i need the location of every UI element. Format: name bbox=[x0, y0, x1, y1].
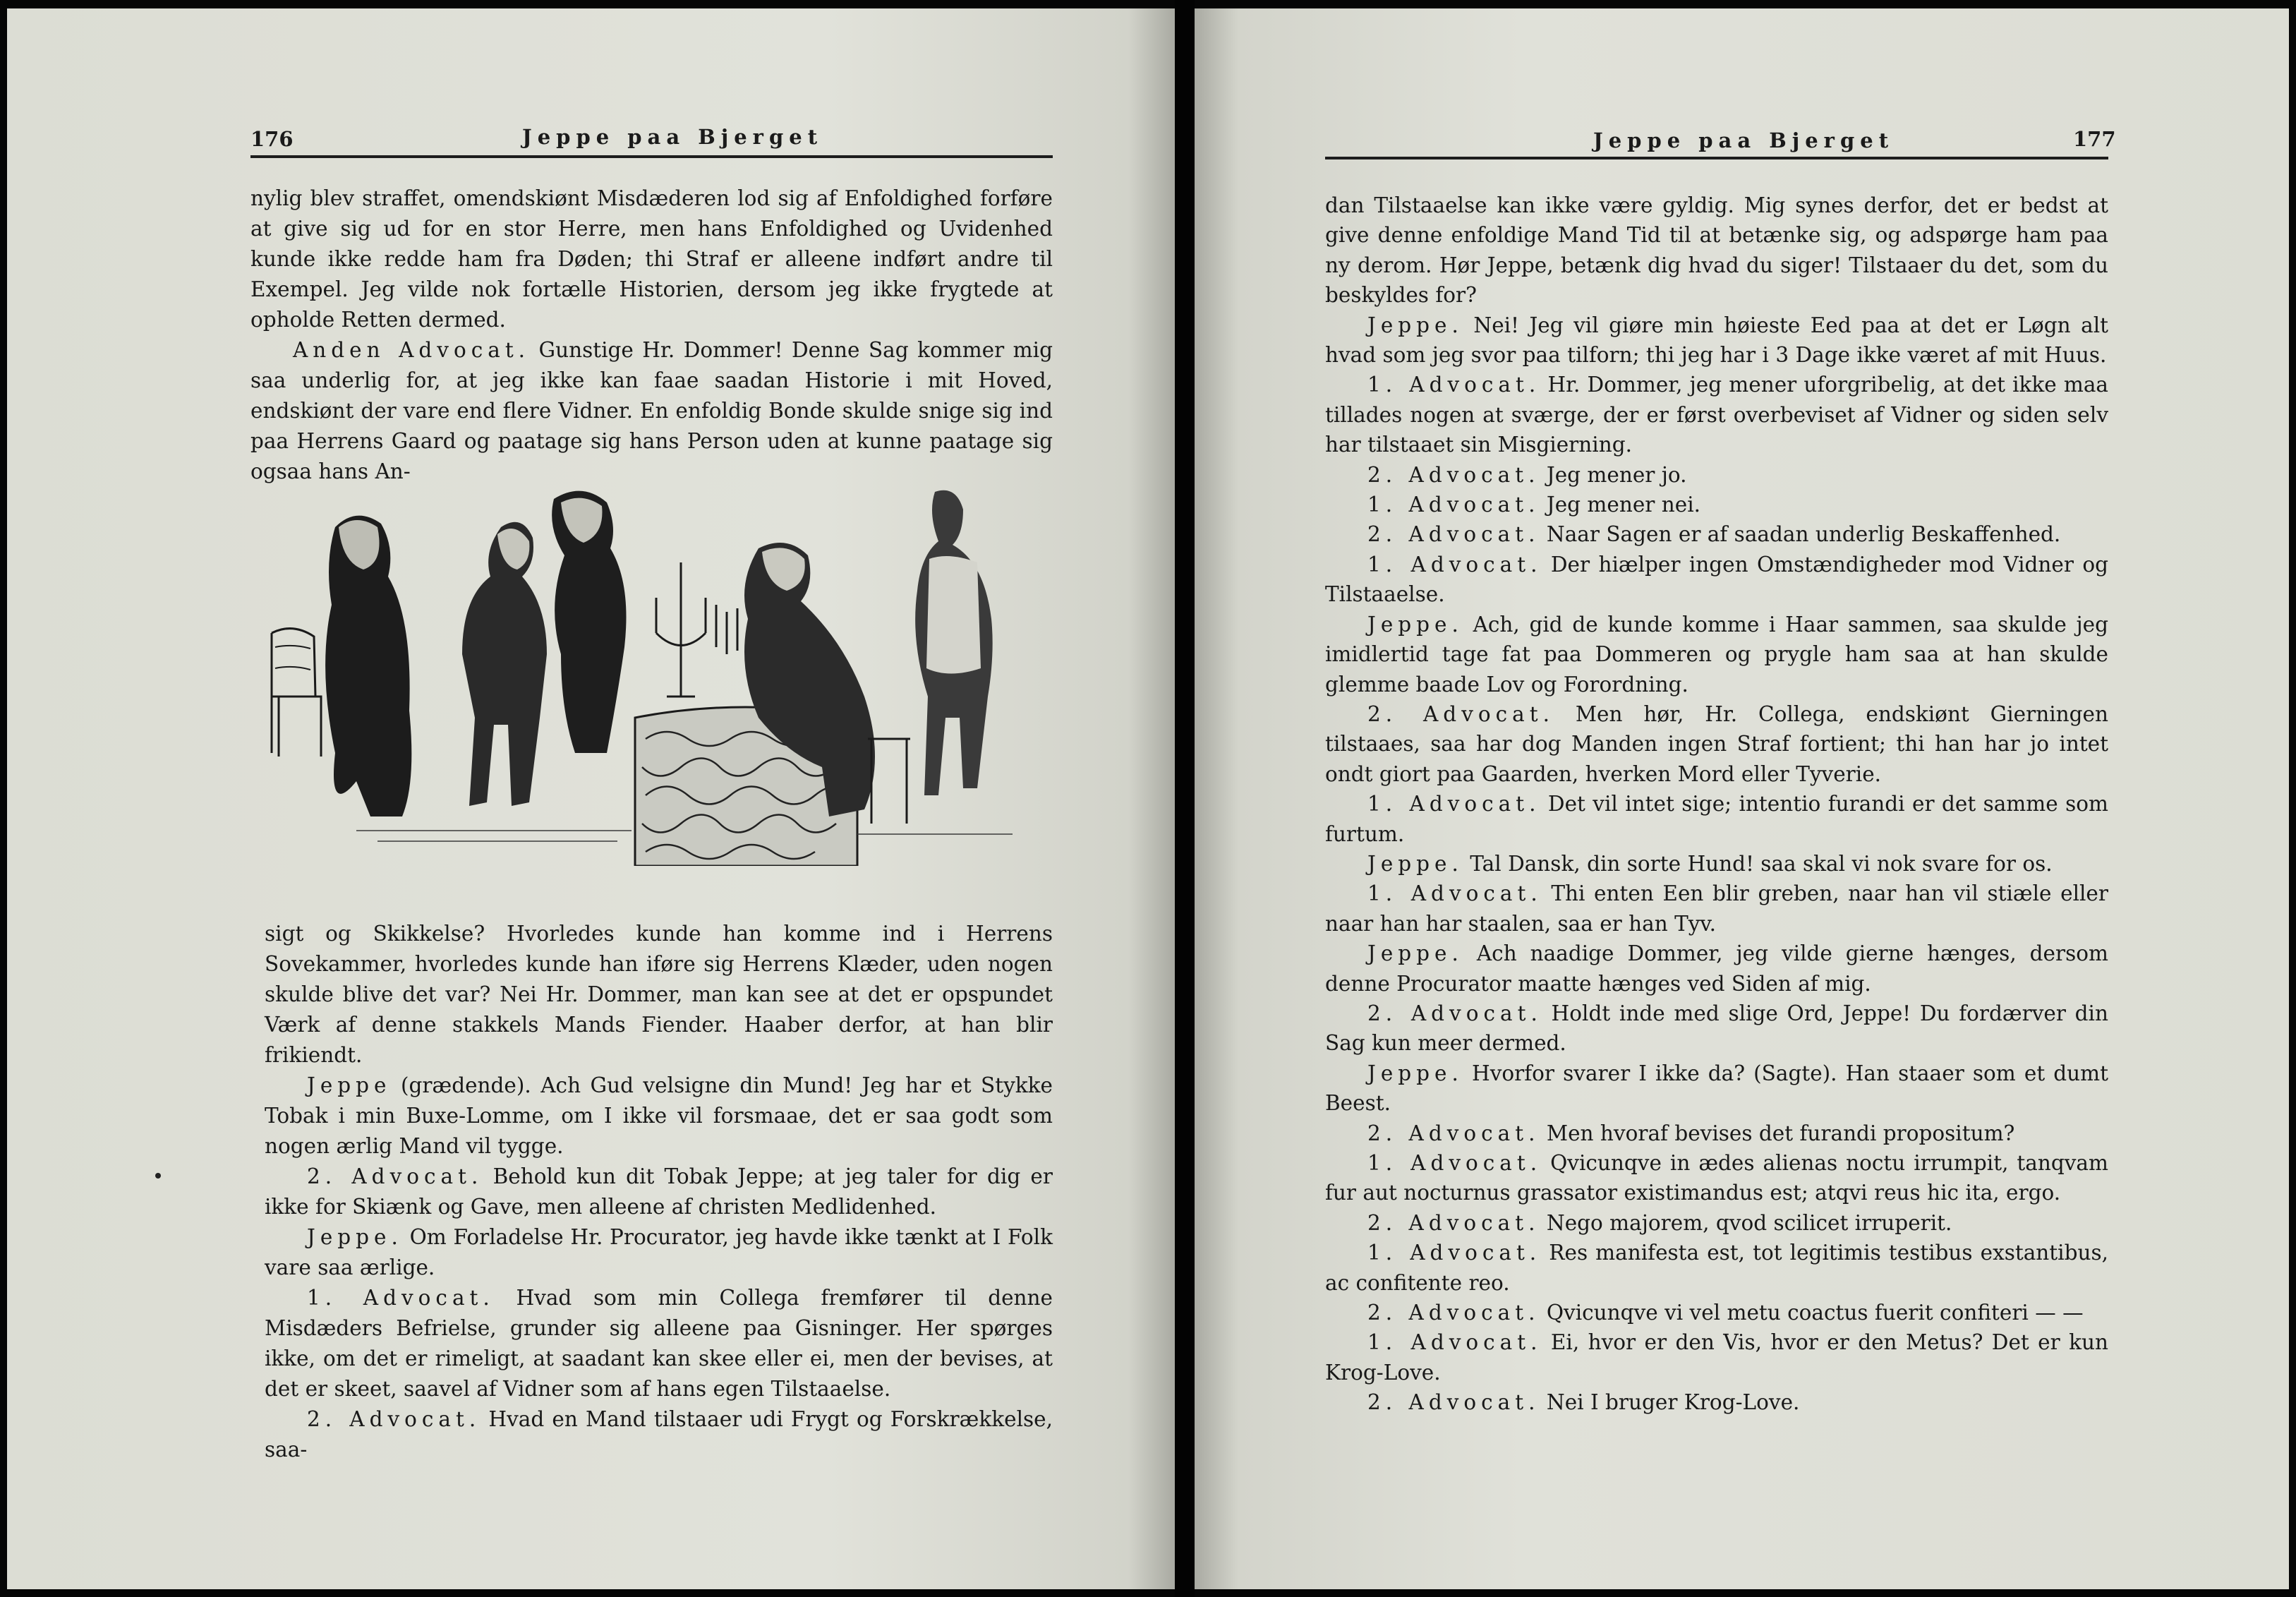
speech-text: Behold kun dit Tobak Jeppe; at jeg taler for dig er ikke for Skiænk og Gave, men alleene af christen Medlidenhed. bbox=[265, 1164, 1053, 1219]
speaker-label: 2. Advocat. bbox=[1367, 462, 1540, 487]
speaker-label: 1. Advocat. bbox=[1367, 373, 1541, 397]
speech-text: Hvad en Mand tilstaaer udi Frygt og Forskrækkelse, saa- bbox=[265, 1407, 1053, 1462]
stage-direction: (grædende). bbox=[400, 1073, 531, 1097]
speech bbox=[1325, 1298, 2108, 1327]
speech bbox=[1325, 1119, 2108, 1148]
speaker-label: 1. Advocat. bbox=[1367, 493, 1540, 517]
text-block bbox=[1325, 191, 2108, 1418]
speech-text: Nei I bruger Krog-Love. bbox=[1546, 1390, 1800, 1415]
speaker-label: 2. Advocat. bbox=[1367, 522, 1540, 547]
speech bbox=[1325, 1327, 2108, 1387]
speech-text: Ach naadige Dommer, jeg vilde gierne hænges, dersom denne Procurator maatte hænges ved Siden af mig. bbox=[1325, 941, 2108, 996]
page-number: 177 bbox=[2073, 127, 2116, 151]
speech bbox=[1325, 460, 2108, 490]
speech-text: Ei, hvor er den Vis, hvor er den Metus? Det er kun Krog-Love. bbox=[1325, 1330, 2108, 1385]
running-title: Jeppe paa Bjerget bbox=[1593, 128, 1895, 152]
speech-text: Nego majorem, qvod scilicet irruperit. bbox=[1546, 1210, 1952, 1235]
speech bbox=[1325, 490, 2108, 519]
speaker-label: Jeppe. bbox=[1367, 941, 1463, 966]
speaker-label: 1. Advocat. bbox=[1367, 1241, 1542, 1265]
speech bbox=[1325, 519, 2108, 549]
speech bbox=[265, 1404, 1053, 1465]
speech-text: Qvicunqve vi vel metu coactus fuerit confiteri — — bbox=[1546, 1301, 2084, 1325]
speech bbox=[1325, 849, 2108, 879]
speaker-label: Jeppe bbox=[307, 1073, 392, 1097]
speaker-label: 2. Advocat. bbox=[1367, 1390, 1540, 1415]
speech-text: Det vil intet sige; intentio furandi er det samme som furtum. bbox=[1325, 792, 2108, 846]
speech bbox=[265, 1283, 1053, 1404]
speech-text: Der hiælper ingen Omstændigheder mod Vidner og Tilstaaelse. bbox=[1325, 552, 2109, 607]
running-title: Jeppe paa Bjerget bbox=[522, 125, 823, 149]
speech bbox=[1325, 699, 2108, 789]
speech-text: Hr. Dommer, jeg mener uforgribelig, at det ikke maa tillades nogen at sværge, der er først overbeviset af Vidner og siden selv har tilstaaet sin Misgierning. bbox=[1325, 373, 2108, 457]
speaker-label: 2. Advocat. bbox=[1367, 1121, 1540, 1145]
speech bbox=[250, 335, 1053, 487]
speech-text: Res manifesta est, tot legitimis testibus exstantibus, ac confitente reo. bbox=[1325, 1241, 2108, 1295]
speech bbox=[1325, 550, 2108, 610]
header-rule bbox=[250, 155, 1053, 158]
speech bbox=[1325, 999, 2108, 1059]
speaker-label: Jeppe. bbox=[307, 1225, 403, 1249]
speech bbox=[1325, 879, 2108, 939]
speech-text: Men hør, Hr. Collega, endskiønt Gierningen tilstaaes, saa har dog Manden ingen Straf fortient; thi han har jo intet ondt giort paa Gaarden, hverken Mord eller Tyverie. bbox=[1325, 701, 2108, 786]
speaker-label: 2. Advocat. bbox=[1367, 1301, 1540, 1325]
courtroom-illustration bbox=[250, 485, 1055, 866]
page-number: 176 bbox=[250, 127, 294, 151]
speech-text: Holdt inde med slige Ord, Jeppe! Du fordærver din Sag kun meer dermed. bbox=[1325, 1001, 2108, 1056]
speaker-label: 2. Advocat. bbox=[1367, 1210, 1540, 1235]
speech-text: Men hvoraf bevises det furandi propositum? bbox=[1546, 1121, 2015, 1145]
speaker-label: 1. Advocat. bbox=[1367, 552, 1542, 577]
speech-text: Jeg mener jo. bbox=[1546, 462, 1687, 487]
left-page bbox=[7, 8, 1175, 1589]
speech-text: Jeg mener nei. bbox=[1546, 493, 1701, 517]
speech bbox=[1325, 789, 2108, 849]
speaker-label: Jeppe. bbox=[1367, 313, 1463, 337]
speech-text: Hvad som min Collega fremfører til denne Misdæders Befrielse, grunder sig alleene paa Gisninger. Her spørges ikke, om det er rimeligt, at saadant kan skee eller ei, men der bevises, at det er skeet, saavel af Vidner som af hans egen Tilstaaelse. bbox=[265, 1286, 1053, 1401]
text-block-bottom bbox=[265, 919, 1053, 1465]
speech bbox=[1325, 1208, 2108, 1238]
speaker-label: 1. Advocat. bbox=[307, 1286, 495, 1310]
speech-text: Qvicunqve in ædes alienas noctu irrumpit, tanqvam fur aut nocturnus grassator existimandus est; atqvi reus hic ita, ergo. bbox=[1325, 1151, 2108, 1205]
speaker-label: 2. Advocat. bbox=[307, 1407, 481, 1431]
speech-text: Ach, gid de kunde komme i Haar sammen, saa skulde jeg imidlertid tage fat paa Dommeren og prygle ham saa at han skulde glemme baade Lov og Forordning. bbox=[1325, 612, 2108, 697]
figure-jeppe bbox=[462, 522, 547, 806]
speaker-label: Jeppe. bbox=[1367, 612, 1463, 637]
paragraph: sigt og Skikkelse? Hvorledes kunde han komme ind i Herrens Sovekammer, hvorledes kunde han iføre sig Herrens Klæder, uden nogen skulde blive det var? Nei Hr. Dommer, man kan see at det er opspundet Værk af denne stakkels Mands Fiender. Haaber derfor, at han blir frikiendt. bbox=[265, 922, 1053, 1067]
speech-text: Thi enten Een blir greben, naar han vil stiæle eller naar han har staalen, saa er han Tyv. bbox=[1325, 881, 2108, 936]
text-block-top bbox=[250, 183, 1053, 487]
speaker-label: 2. Advocat. bbox=[1367, 1001, 1542, 1025]
speech-text: Hvorfor svarer I ikke da? (Sagte). Han staaer som et dumt Beest. bbox=[1325, 1061, 2108, 1116]
paragraph: dan Tilstaaelse kan ikke være gyldig. Mig synes derfor, det er bedst at give denne enfoldige Mand Tid til at betænke sig, og adspørge ham paa ny derom. Hør Jeppe, betænk dig hvad du siger! Tilstaaer du det, som du beskyldes for? bbox=[1325, 193, 2108, 308]
speech bbox=[1325, 1148, 2108, 1208]
speech bbox=[1325, 1059, 2108, 1119]
speaker-label: Jeppe. bbox=[1367, 1061, 1463, 1085]
speech bbox=[1325, 1238, 2108, 1298]
speech bbox=[1325, 1387, 2108, 1417]
speech bbox=[1325, 370, 2108, 459]
speech bbox=[265, 1162, 1053, 1222]
right-page bbox=[1195, 8, 2289, 1589]
speech bbox=[1325, 311, 2108, 370]
speaker-label: 1. Advocat. bbox=[1367, 792, 1541, 816]
speech bbox=[265, 1071, 1053, 1162]
speaker-label: 1. Advocat. bbox=[1367, 1330, 1542, 1355]
speaker-label: 2. Advocat. bbox=[1367, 701, 1554, 726]
book-gutter bbox=[1175, 0, 1195, 1597]
speech-text: Om Forladelse Hr. Procurator, jeg havde ikke tænkt at I Folk vare saa ærlige. bbox=[265, 1225, 1053, 1279]
speech-text: Ach Gud velsigne din Mund! Jeg har et Stykke Tobak i min Buxe-Lomme, om I ikke vil forsmaae, det er saa godt som nogen ærlig Mand vil tygge. bbox=[265, 1073, 1053, 1158]
speech bbox=[1325, 939, 2108, 999]
speech-text: Tal Dansk, din sorte Hund! saa skal vi nok svare for os. bbox=[1470, 851, 2053, 876]
speaker-label: Anden Advocat. bbox=[293, 338, 531, 362]
speech-text: Naar Sagen er af saadan underlig Beskaffenhed. bbox=[1546, 522, 2061, 547]
speaker-label: 2. Advocat. bbox=[307, 1164, 483, 1188]
speaker-label: 1. Advocat. bbox=[1367, 1151, 1542, 1175]
speech bbox=[265, 1222, 1053, 1283]
speech-text: Nei! Jeg vil giøre min høieste Eed paa at det er Løgn alt hvad som jeg svor paa tilforn; thi jeg har i 3 Dage ikke været af mit Huus. bbox=[1325, 313, 2108, 368]
speaker-label: 1. Advocat. bbox=[1367, 881, 1542, 906]
ink-speck bbox=[155, 1173, 161, 1179]
speech-text: Gunstige Hr. Dommer! Denne Sag kommer mig saa underlig for, at jeg ikke kan faae saadan Historie i mit Hoved, endskiønt der vare end flere Vidner. En enfoldig Bonde skulde snige sig ind paa Herrens Gaard og paatage sig hans Person uden at kunne paatage sig ogsaa hans An- bbox=[250, 338, 1053, 483]
speaker-label: Jeppe. bbox=[1367, 851, 1463, 876]
header-rule bbox=[1325, 157, 2108, 159]
paragraph: nylig blev straffet, omendskiønt Misdæderen lod sig af Enfoldighed forføre at give sig ud for en stor Herre, men hans Enfoldighed og Uvidenhed kunde ikke redde ham fra Døden; thi Straf er alleene indført andre til Exempel. Jeg vilde nok fortælle Historien, dersom jeg ikke frygtede at opholde Retten dermed. bbox=[250, 186, 1053, 332]
speech bbox=[1325, 610, 2108, 699]
